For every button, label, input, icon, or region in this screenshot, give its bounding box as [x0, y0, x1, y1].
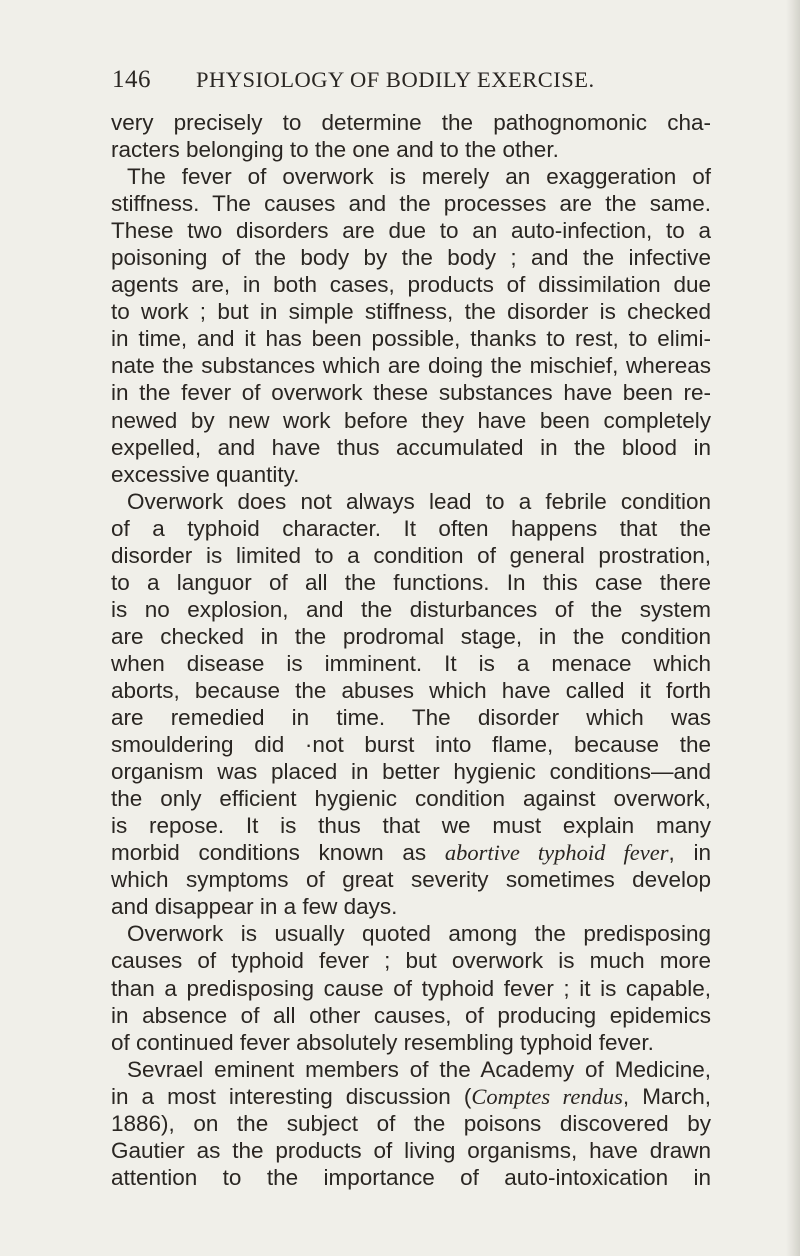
page-number: 146	[112, 66, 151, 93]
text-line: Sevrael eminent members of the Academy of Medicine,	[127, 1056, 711, 1082]
text-line: newed by new work before they have been completely	[111, 407, 711, 433]
text-line: The fever of overwork is merely an exaggeration of	[127, 164, 711, 190]
text-line: is no explosion, and the disturbances of the system	[111, 596, 711, 622]
text-line: is repose. It is thus that we must explain many	[111, 813, 711, 839]
text-line: excessive quantity.	[111, 461, 300, 487]
page-header	[112, 60, 700, 100]
text-line: smouldering did ·not burst into flame, because the	[111, 732, 711, 758]
text-line: 1886), on the subject of the poisons discovered by	[111, 1110, 711, 1136]
text-line: organism was placed in better hygienic conditions—and	[111, 759, 711, 785]
page-edge-shadow	[786, 0, 800, 1256]
text-line: causes of typhoid fever ; but overwork is much more	[111, 948, 711, 974]
text-line: Gautier as the products of living organisms, have drawn	[111, 1137, 711, 1163]
text-line: to a languor of all the functions. In this case there	[111, 569, 711, 595]
text-line: in absence of all other causes, of producing epidemics	[111, 1002, 711, 1028]
text-line: These two disorders are due to an auto-infection, to a	[111, 218, 711, 244]
text-line: Overwork is usually quoted among the predisposing	[127, 921, 711, 947]
text-line: the only efficient hygienic condition against overwork,	[111, 786, 711, 812]
text-line: than a predisposing cause of typhoid fever ; it is capable,	[111, 975, 711, 1001]
text-line: of a typhoid character. It often happens that the	[111, 515, 711, 541]
text-line: when disease is imminent. It is a menace which	[111, 650, 711, 676]
text-line: in a most interesting discussion (Comptes rendus, March,	[111, 1083, 711, 1109]
text-line: very precisely to determine the pathognomonic cha-	[111, 110, 711, 135]
text-line: to work ; but in simple stiffness, the disorder is checked	[111, 299, 711, 325]
text-line: in the fever of overwork these substances have been re-	[111, 380, 711, 406]
text-line: Overwork does not always lead to a febrile condition	[127, 488, 711, 514]
running-head: PHYSIOLOGY OF BODILY EXERCISE.	[196, 67, 595, 92]
text-line: of continued fever absolutely resembling typhoid fever.	[111, 1029, 654, 1055]
text-line: aborts, because the abuses which have called it forth	[111, 677, 711, 703]
body-text	[111, 109, 711, 1191]
text-line: morbid conditions known as abortive typhoid fever, in	[111, 840, 711, 866]
text-line: poisoning of the body by the body ; and the infective	[111, 245, 711, 271]
text-line: racters belonging to the one and to the other.	[111, 137, 559, 163]
text-line: nate the substances which are doing the mischief, whereas	[111, 353, 711, 379]
text-line: in time, and it has been possible, thanks to rest, to elimi-	[111, 326, 711, 352]
text-line: attention to the importance of auto-intoxication in	[111, 1164, 711, 1190]
text-line: which symptoms of great severity sometimes develop	[111, 867, 711, 893]
italic-term: Comptes rendus	[471, 1083, 623, 1109]
text-line: and disappear in a few days.	[111, 894, 398, 920]
text-line: agents are, in both cases, products of dissimilation due	[111, 272, 711, 298]
text-line: expelled, and have thus accumulated in the blood in	[111, 434, 711, 460]
text-line: stiffness. The causes and the processes are the same.	[111, 191, 711, 217]
italic-term: abortive typhoid fever	[444, 840, 669, 866]
text-line: are checked in the prodromal stage, in the condition	[111, 623, 711, 649]
text-line: disorder is limited to a condition of general prostration,	[111, 542, 711, 568]
text-line: are remedied in time. The disorder which was	[111, 705, 711, 731]
